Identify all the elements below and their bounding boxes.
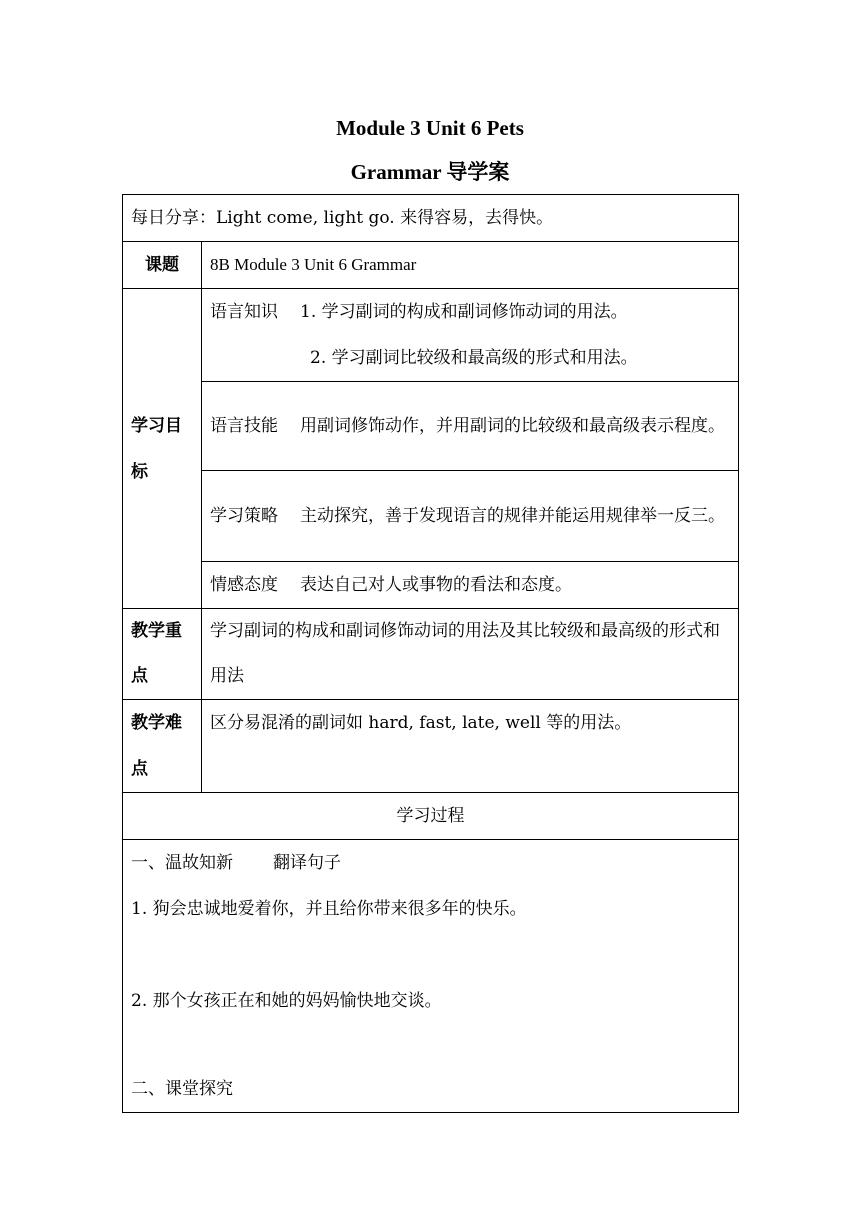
- section-1-heading: [131, 840, 730, 886]
- document-title: Module 3 Unit 6 Pets: [336, 116, 524, 140]
- language-skills-label: 语言技能: [210, 415, 278, 436]
- learning-strategy-cell: [202, 471, 739, 562]
- lesson-plan-table: [122, 194, 739, 1113]
- difficulty-label: 教学难点: [123, 700, 202, 793]
- process-heading: 学习过程: [123, 793, 739, 840]
- question-2: 2. 那个女孩正在和她的妈妈愉快地交谈。: [131, 991, 442, 1011]
- answer-space-2: [131, 1024, 730, 1066]
- key-point-text: 学习副词的构成和副词修饰动词的用法及其比较级和最高级的形式和用法: [202, 609, 739, 700]
- emotion-attitude-cell: [202, 562, 739, 609]
- language-knowledge-item-1: 1. 学习副词的构成和副词修饰动词的用法。: [300, 302, 628, 322]
- daily-share-cell: [123, 195, 739, 242]
- answer-space-1: [131, 932, 730, 978]
- language-skills-cell: [202, 382, 739, 471]
- section-1-title: 一、温故知新: [131, 853, 233, 873]
- daily-share-text: 每日分享：Light come, light go. 来得容易，去得快。: [131, 208, 554, 228]
- section-2-title: 二、课堂探究: [131, 1079, 233, 1099]
- key-point-label: 教学重点: [123, 609, 202, 700]
- emotion-attitude-label: 情感态度: [210, 575, 278, 595]
- emotion-attitude-text: 表达自己对人或事物的看法和态度。: [300, 575, 572, 595]
- language-knowledge-cell: [202, 289, 739, 382]
- learning-strategy-label: 学习策略: [210, 505, 278, 526]
- learning-strategy-text: 主动探究，善于发现语言的规律并能运用规律举一反三。: [300, 505, 725, 526]
- language-skills-text: 用副词修饰动作，并用副词的比较级和最高级表示程度。: [300, 415, 725, 436]
- language-knowledge-item-2: 2. 学习副词比较级和最高级的形式和用法。: [310, 348, 638, 368]
- difficulty-text: 区分易混淆的副词如 hard, fast, late, well 等的用法。: [202, 700, 739, 793]
- question-1: 1. 狗会忠诚地爱着你，并且给你带来很多年的快乐。: [131, 899, 527, 919]
- section-1-subtitle: 翻译句子: [273, 853, 341, 873]
- topic-label: 课题: [123, 242, 202, 289]
- process-content-cell: [123, 840, 739, 1113]
- language-knowledge-label: 语言知识: [210, 302, 278, 322]
- topic-value: 8B Module 3 Unit 6 Grammar: [202, 242, 739, 289]
- document-subtitle: Grammar 导学案: [350, 160, 510, 184]
- objectives-label: 学习目标: [123, 289, 202, 609]
